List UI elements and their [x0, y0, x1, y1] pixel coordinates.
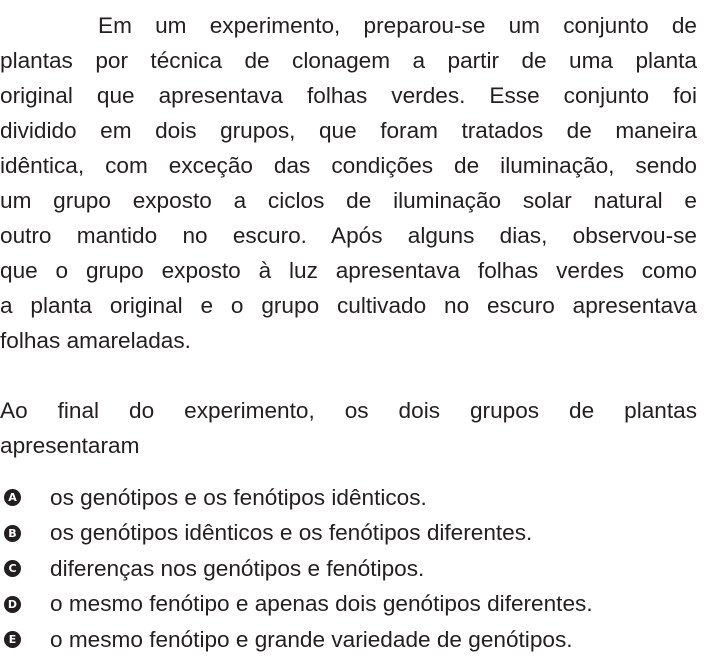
question-stem [0, 8, 697, 358]
option-b-letter-icon: B [4, 525, 21, 542]
option-a-letter-icon: A [4, 489, 21, 506]
option-a[interactable] [0, 480, 697, 516]
stem-line: folhas amareladas. [0, 328, 191, 353]
option-d-text: o mesmo fenótipo e apenas dois genótipos diferentes. [50, 591, 593, 617]
stem-line: plantas por técnica de clonagem a partir de uma planta [0, 48, 697, 73]
stem-line: idêntica, com exceção das condições de iluminação, sendo [0, 153, 697, 178]
option-c[interactable] [0, 551, 697, 587]
option-d[interactable] [0, 587, 697, 623]
answer-options [0, 480, 697, 658]
stem-line: que o grupo exposto à luz apresentava folhas verdes como [0, 258, 697, 283]
option-b[interactable] [0, 516, 697, 552]
question-page [0, 8, 697, 658]
option-e-letter-icon: E [4, 631, 21, 648]
option-c-text: diferenças nos genótipos e fenótipos. [50, 555, 425, 581]
option-b-text: os genótipos idênticos e os fenótipos diferentes. [50, 520, 533, 546]
stem-line: a planta original e o grupo cultivado no escuro apresentava [0, 293, 697, 318]
stem-line: dividido em dois grupos, que foram tratados de maneira [0, 118, 697, 143]
stem-line-text: Em um experimento, preparou-se um conjunto de [98, 13, 697, 38]
prompt-line: apresentaram [0, 433, 140, 458]
option-a-text: os genótipos e os fenótipos idênticos. [50, 484, 427, 510]
stem-line [0, 8, 697, 43]
option-e-text: o mesmo fenótipo e grande variedade de genótipos. [50, 626, 573, 652]
option-d-letter-icon: D [4, 596, 21, 613]
option-c-letter-icon: C [4, 560, 21, 577]
stem-line: um grupo exposto a ciclos de iluminação solar natural e [0, 188, 697, 213]
option-e[interactable] [0, 622, 697, 658]
stem-line: outro mantido no escuro. Após alguns dias, observou-se [0, 223, 697, 248]
prompt-line: Ao final do experimento, os dois grupos de plantas [0, 398, 697, 423]
stem-line: original que apresentava folhas verdes. Esse conjunto foi [0, 83, 697, 108]
question-prompt [0, 393, 697, 463]
